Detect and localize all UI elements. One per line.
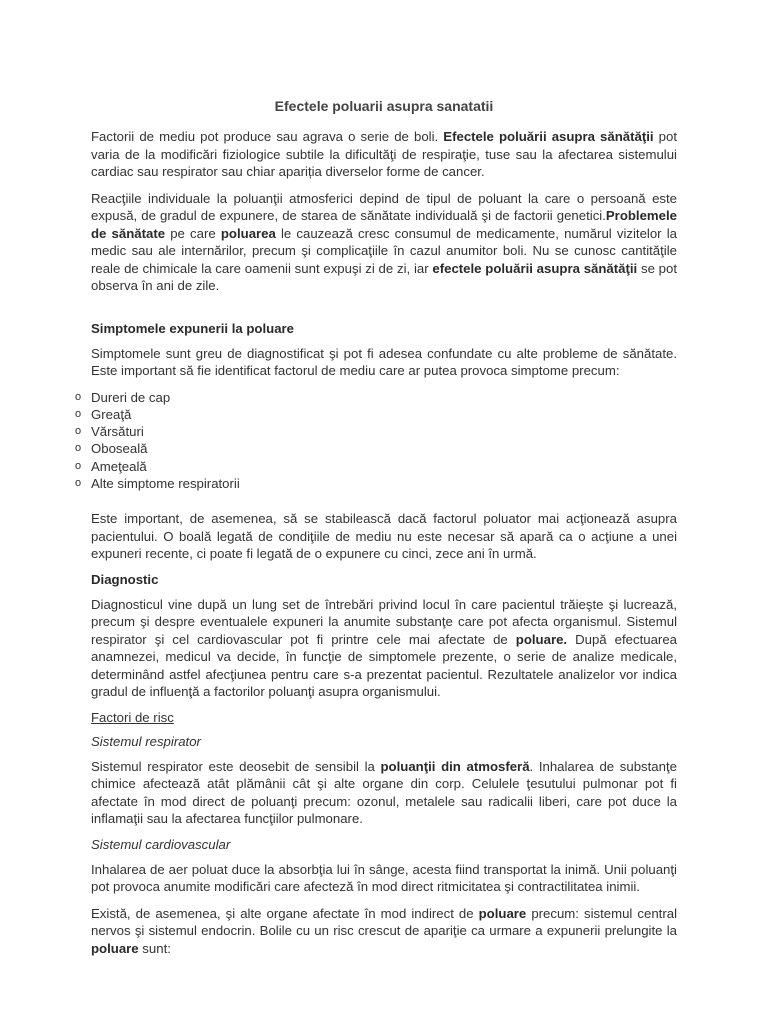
document-title: Efectele poluarii asupra sanatatii bbox=[274, 98, 494, 114]
heading-cardiovascular: Sistemul cardiovascular bbox=[91, 836, 231, 852]
bullet-icon: o bbox=[75, 407, 82, 420]
paragraph-diagnostic: Diagnosticul vine după un lung set de întrebări privind locul în care pacientul trăieşte şi lucrează, precum şi despre eventualele expuneri la anumite substanţe care pot afecta organismul. Sistemul respirator şi cel cardiovascular pot fi printre cele mai afectate de poluare. După efectuarea anamnezei, medicul va decide, în funcţie de simptomele prezente, o serie de analize medicale, determinând astfel afecţiunea pentru care s-a prezentat pacientul. Rezultatele analizelor vor indica gradul de influenţă a factorilor poluanţi asupra organismului. bbox=[91, 596, 677, 700]
paragraph-respiratory: Sistemul respirator este deosebit de sensibil la poluanţii din atmosferă. Inhalarea de substanţe chimice afectează atât plămânii cât şi alte organe din corp. Celulele ţesutului pulmonar pot fi afectate în mod direct de poluanţi precum: ozonul, metalele sau radicalii liberi, care pot duce la inflamaţii sau la afectarea funcţiilor pulmonare. bbox=[91, 758, 677, 827]
heading-respiratory: Sistemul respirator bbox=[91, 733, 201, 749]
paragraph-symptoms: Simptomele sunt greu de diagnostificat şi pot fi adesea confundate cu alte probleme de sănătate. Este important să fie identificat factorul de mediu care ar putea provoca simptome precum: bbox=[91, 345, 677, 378]
bullet-icon: o bbox=[75, 390, 82, 403]
paragraph-intro: Factorii de mediu pot produce sau agrava o serie de boli. Efectele poluării asupra sănătăţii pot varia de la modificări fiziologice subtile la dificultăţi de respiraţie, tuse sau la afectarea sistemului cardiac sau respirator sau chiar apariția diverselor forme de cancer. bbox=[91, 129, 677, 179]
bullet-icon: o bbox=[75, 459, 82, 472]
paragraph-cardiovascular: Inhalarea de aer poluat duce la absorbţia lui în sânge, acesta fiind transportat la inimă. Unii poluanţi pot provoca anumite modificări care afecteză în mod direct ritmicitatea şi contractilitatea inimii. bbox=[91, 861, 677, 895]
paragraph-reactions: Reacţiile individuale la poluanţii atmosferici depind de tipul de poluant la care o persoană este expusă, de gradul de expunere, de starea de sănătate individuală şi de factorii genetici.Problemele de sănătate pe care poluarea le cauzează cresc consumul de medicamente, numărul vizitelor la medic sau ale internărilor, precum şi complicaţiile în cazul anumitor boli. Nu se cunosc cantităţile reale de chimicale la care oamenii sunt expuşi zi de zi, iar efectele poluării asupra sănătăţii se pot observa în ani de zile. bbox=[91, 190, 678, 293]
heading-symptoms: Simptomele expunerii la poluare bbox=[91, 320, 294, 336]
bullet-icon: o bbox=[75, 442, 82, 455]
list-item: o Vărsături bbox=[75, 424, 144, 440]
list-item: o Oboseală bbox=[75, 441, 148, 457]
list-item: o Ameţeală bbox=[75, 458, 147, 474]
list-item: o Alte simptome respiratorii bbox=[75, 475, 240, 491]
bullet-icon: o bbox=[75, 425, 82, 438]
heading-diagnostic: Diagnostic bbox=[91, 571, 159, 587]
document-body bbox=[75, 98, 678, 966]
paragraph-other-organs: Există, de asemenea, şi alte organe afectate în mod indirect de poluare precum: sistemul central nervos şi sistemul endocrin. Bolile cu un risc crescut de apariţie ca urmare a expunerii prelungite la poluare sunt: bbox=[91, 905, 677, 956]
symptoms-list bbox=[75, 389, 677, 493]
list-item: o Greaţă bbox=[75, 406, 132, 422]
paragraph-stabilize: Este important, de asemenea, să se stabilească dacă factorul poluator mai acţionează asupra pacientului. O boală legată de condiţiile de mediu nu este necesar să apară ca o acţiune a unei expuneri recente, ci poate fi legată de o expunere cu cinci, zece ani în urmă. bbox=[91, 511, 677, 562]
bullet-icon: o bbox=[75, 476, 82, 489]
list-item: o Dureri de cap bbox=[75, 389, 171, 405]
heading-risk-factors: Factori de risc bbox=[91, 709, 174, 725]
